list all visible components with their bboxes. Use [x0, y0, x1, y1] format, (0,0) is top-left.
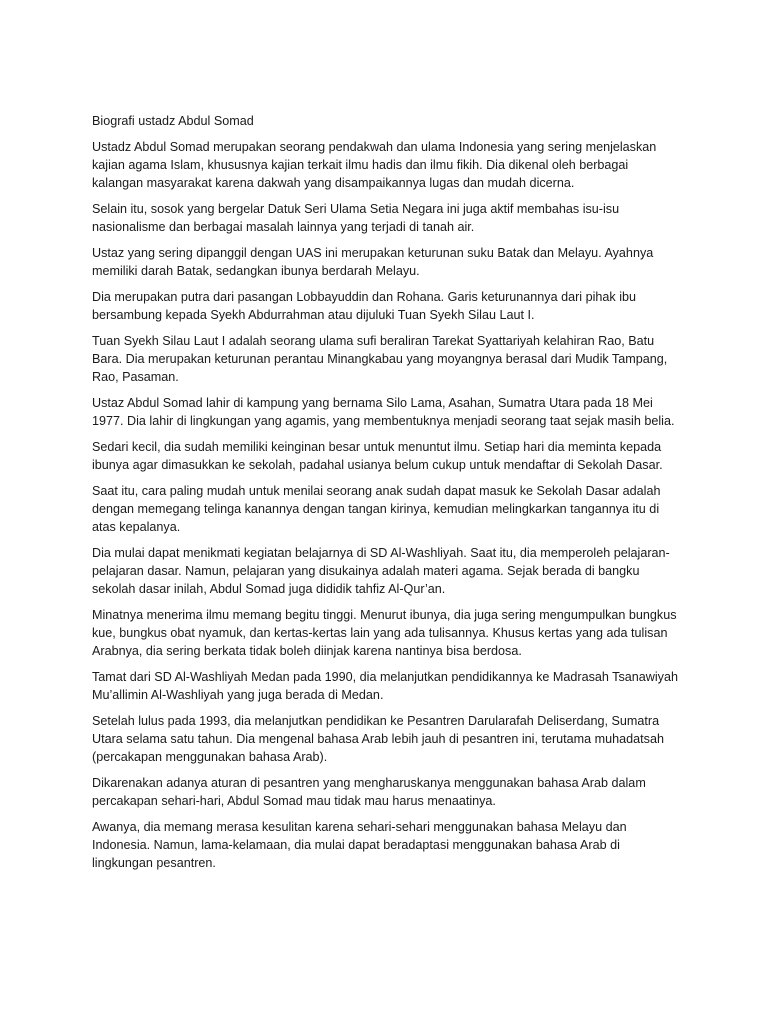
paragraph-9: Dia mulai dapat menikmati kegiatan belajarnya di SD Al-Washliyah. Saat itu, dia memperoleh pelajaran-pelajaran dasar. Namun, pelajaran yang disukainya adalah materi agama. Sejak berada di bangku sekolah dasar inilah, Abdul Somad juga dididik tahfiz Al-Qur’an. [92, 546, 670, 596]
paragraph-11: Tamat dari SD Al-Washliyah Medan pada 1990, dia melanjutkan pendidikannya ke Madrasah Tsanawiyah Mu’allimin Al-Washliyah yang juga berada di Medan. [92, 670, 678, 702]
paragraph-6: Ustaz Abdul Somad lahir di kampung yang bernama Silo Lama, Asahan, Sumatra Utara pada 18 Mei 1977. Dia lahir di lingkungan yang agamis, yang membentuknya menjadi seorang taat sejak masih belia. [92, 396, 675, 428]
paragraph-2: Selain itu, sosok yang bergelar Datuk Seri Ulama Setia Negara ini juga aktif membahas isu-isu nasionalisme dan berbagai masalah lainnya yang terjadi di tanah air. [92, 202, 620, 234]
paragraph-10: Minatnya menerima ilmu memang begitu tinggi. Menurut ibunya, dia juga sering mengumpulkan bungkus kue, bungkus obat nyamuk, dan kertas-kertas lain yang ada tulisannya. Khusus kertas yang ada tulisan Arabnya, dia sering berkata tidak boleh diinjak karena nantinya bisa berdosa. [92, 608, 677, 658]
paragraph-13: Dikarenakan adanya aturan di pesantren yang mengharuskanya menggunakan bahasa Arab dalam percakapan sehari-hari, Abdul Somad mau tidak mau harus menaatinya. [92, 776, 646, 808]
paragraph-12: Setelah lulus pada 1993, dia melanjutkan pendidikan ke Pesantren Darularafah Deliserdang, Sumatra Utara selama satu tahun. Dia mengenal bahasa Arab lebih jauh di pesantren ini, terutama muhadatsah (percakapan menggunakan bahasa Arab). [92, 714, 664, 764]
paragraph-14: Awanya, dia memang merasa kesulitan karena sehari-sehari menggunakan bahasa Melayu dan Indonesia. Namun, lama-kelamaan, dia mulai dapat beradaptasi menggunakan bahasa Arab di lingkungan pesantren. [92, 820, 627, 870]
paragraph-4: Dia merupakan putra dari pasangan Lobbayuddin dan Rohana. Garis keturunannya dari pihak ibu bersambung kepada Syekh Abdurrahman atau dijuluki Tuan Syekh Silau Laut I. [92, 290, 636, 322]
paragraph-3: Ustaz yang sering dipanggil dengan UAS ini merupakan keturunan suku Batak dan Melayu. Ayahnya memiliki darah Batak, sedangkan ibunya berdarah Melayu. [92, 246, 654, 278]
document-title: Biografi ustadz Abdul Somad [92, 114, 254, 128]
paragraph-7: Sedari kecil, dia sudah memiliki keinginan besar untuk menuntut ilmu. Setiap hari dia meminta kepada ibunya agar dimasukkan ke sekolah, padahal usianya belum cukup untuk mendaftar di Sekolah Dasar. [92, 440, 663, 472]
document-page [92, 112, 682, 880]
paragraph-5: Tuan Syekh Silau Laut I adalah seorang ulama sufi beraliran Tarekat Syattariyah kelahiran Rao, Batu Bara. Dia merupakan keturunan perantau Minangkabau yang moyangnya berasal dari Mudik Tampang, Rao, Pasaman. [92, 334, 668, 384]
paragraph-8: Saat itu, cara paling mudah untuk menilai seorang anak sudah dapat masuk ke Sekolah Dasar adalah dengan memegang telinga kanannya dengan tangan kirinya, kemudian melingkarkan tangannya itu di atas kepalanya. [92, 484, 661, 534]
paragraph-1: Ustadz Abdul Somad merupakan seorang pendakwah dan ulama Indonesia yang sering menjelaskan kajian agama Islam, khususnya kajian terkait ilmu hadis dan ilmu fikih. Dia dikenal oleh berbagai kalangan masyarakat karena dakwah yang disampaikannya lugas dan mudah dicerna. [92, 140, 657, 190]
